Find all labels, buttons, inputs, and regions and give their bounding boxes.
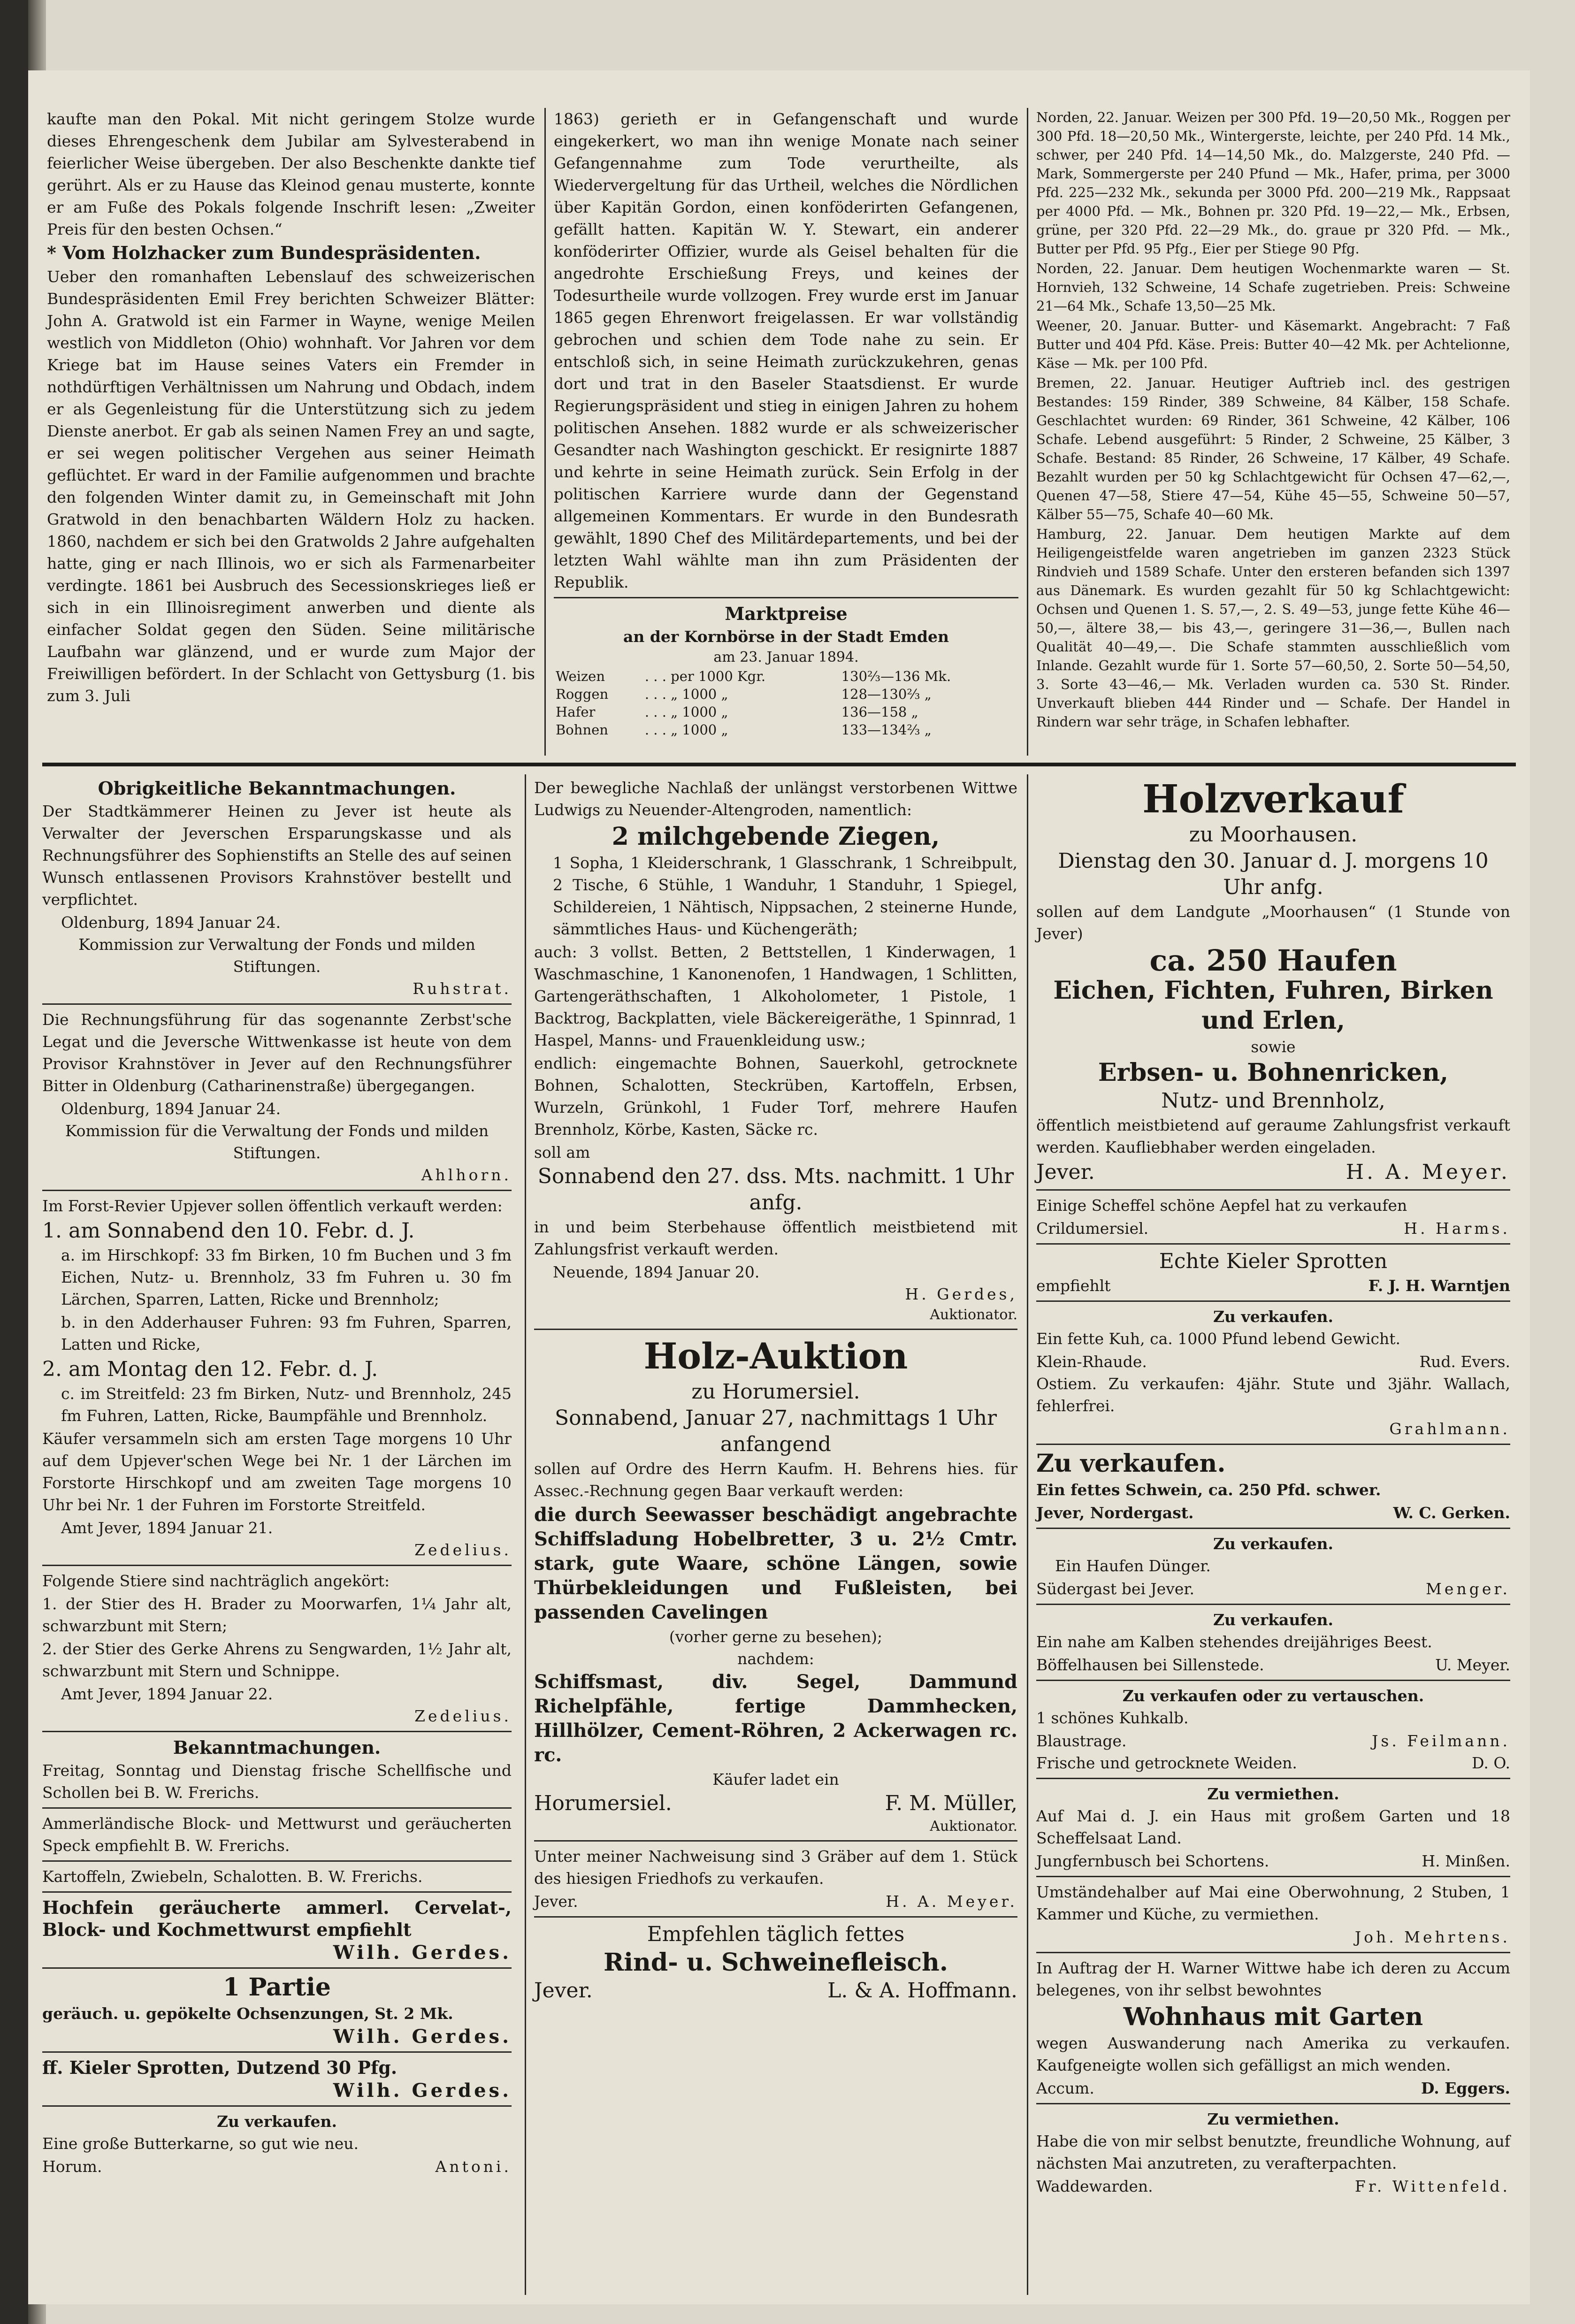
ads-right-column (1036, 777, 1510, 2197)
ad-footer (1036, 1578, 1510, 1600)
ad-text: empfiehlt (1036, 1277, 1111, 1295)
ad-signature: Joh. Mehrtens. (1354, 1928, 1510, 1946)
ad-text: auch: 3 vollst. Betten, 2 Bettstellen, 1 Kinderwagen, 1 Waschmaschine, 1 Kanonenofen, 1 Handwagen, 1 Schlitten, Gartengeräthschaften, 1 Alkoholometer, 1 Pistole, 1 Backtrog, Backplatten, viele Bäckereigeräthe, 1 Spinnrad, 1 Haspel, Manns- und Frauenkleidung usw.; (534, 943, 1017, 1049)
ad-text: Umständehalber auf Mai eine Oberwohnung, 2 Stuben, 1 Kammer und Küche, zu vermiethen. (1036, 1883, 1510, 1923)
newspaper-page (28, 70, 1530, 2304)
column-rule (544, 108, 546, 756)
ad-text: Käufer ladet ein (712, 1770, 839, 1789)
ad-text: Ein nahe am Kalben stehendes dreijähriges Beest. (1036, 1633, 1432, 1651)
ad-place: Horum. (42, 2157, 102, 2176)
table-row: Weizen . . . per 1000 Kgr. 130⅔—136 Mk. (556, 668, 951, 684)
ad-signature: D. Eggers. (1421, 2079, 1510, 2097)
ad-footer (1036, 1730, 1510, 1752)
ad-signature: H. A. Meyer. (1346, 1160, 1510, 1184)
section-heading: Obrigkeitliche Bekanntmachungen. (98, 778, 456, 799)
ad-text: Freitag, Sonntag und Dienstag frische Schellfische und Schollen bei B. W. Frerichs. (42, 1761, 512, 1802)
ad-text: Der bewegliche Nachlaß der unlängst verstorbenen Wittwe Ludwigs zu Neuender-Altengroden, namentlich: (534, 779, 1017, 819)
ad-place: Jever. (534, 1979, 593, 2003)
ad-footer (1036, 1502, 1510, 1524)
ad-headline: Eichen, Fichten, Fuhren, Birken und Erlen, (1053, 976, 1493, 1035)
ad-text: Habe die von mir selbst benutzte, freundliche Wohnung, auf nächsten Mai anzutreten, zu verafterpachten. (1036, 2132, 1510, 2172)
ad-signature: U. Meyer. (1435, 1656, 1510, 1674)
divider (1036, 1300, 1510, 1302)
divider (534, 1916, 1017, 1918)
notice-text: Folgende Stiere sind nachträglich angekört: (42, 1572, 390, 1590)
ad-role: Auktionator. (930, 1818, 1017, 1835)
ad-text: 1 Sopha, 1 Kleiderschrank, 1 Glasschrank, 1 Schreibpult, 2 Tische, 6 Stühle, 1 Wanduhr, 1 Standuhr, 1 Spiegel, Schildereien, 1 Nähtisch, Nippsachen, 2 steinerne Hunde, sämmtliches Haus- und Küchengeräth; (553, 854, 1017, 938)
column-rule (1027, 774, 1028, 2295)
ad-signature: Wilh. Gerdes. (333, 1942, 512, 1964)
divider (42, 1003, 512, 1005)
ad-place: Horumersiel. (534, 1791, 672, 1815)
ad-heading: Zu verkaufen. (216, 2112, 337, 2131)
ad-place: Jever. (1036, 1160, 1095, 1184)
ad-headline: Erbsen- u. Bohnenricken, (1098, 1058, 1449, 1087)
ad-text: Nutz- und Brennholz, (1161, 1089, 1385, 1113)
divider (1036, 1604, 1510, 1605)
ad-signature: Antoni. (435, 2157, 512, 2176)
ad-place: Südergast bei Jever. (1036, 1580, 1195, 1598)
ad-place: Neuende, 1894 Januar 20. (553, 1263, 760, 1281)
ad-text: sowie (1251, 1038, 1296, 1056)
ad-text: 1 schönes Kuhkalb. (1036, 1709, 1189, 1727)
divider (1036, 1189, 1510, 1191)
notice-signature: Zedelius. (414, 1707, 512, 1725)
ad-text: Kartoffeln, Zwiebeln, Schalotten. B. W. Frerichs. (42, 1867, 423, 1886)
ad-note: (vorher gerne zu besehen); (669, 1628, 883, 1646)
ad-text: Ein fettes Schwein, ca. 250 Pfd. schwer. (1036, 1481, 1381, 1499)
top-column-1 (47, 108, 535, 708)
ads-middle-column (534, 777, 1017, 2004)
ad-footer (1036, 1217, 1510, 1239)
ad-signature: Menger. (1426, 1580, 1510, 1598)
ad-footer (534, 1978, 1017, 2004)
ad-text: Ostiem. Zu verkaufen: 4jähr. Stute und 3jähr. Wallach, fehlerfrei. (1036, 1375, 1510, 1415)
ad-footer (1036, 2077, 1510, 2099)
ad-headline: Holzverkauf (1142, 777, 1404, 822)
auction-date: Sonnabend, Januar 27, nachmittags 1 Uhr anfangend (554, 1406, 997, 1456)
divider (1036, 1680, 1510, 1681)
ad-text: geräuch. u. gepökelte Ochsenzungen, St. 2 Mk. (42, 2004, 453, 2023)
ad-text-bold: Schiffsmast, div. Segel, Dammund Richelpfähle, fertige Dammhecken, Hillhölzer, Cement-Röhren, 2 Ackerwagen rc. rc. (534, 1671, 1017, 1766)
ad-note: nachdem: (737, 1650, 814, 1668)
ad-footer (1036, 1275, 1510, 1297)
ad-text: sollen auf Ordre des Herrn Kaufm. H. Behrens hies. für Assec.-Rechnung gegen Baar verkauft werden: (534, 1460, 1017, 1500)
divider (1036, 1876, 1510, 1877)
divider (42, 1565, 512, 1566)
ad-headline: 2 milchgebende Ziegen, (612, 822, 940, 851)
ad-text: ff. Kieler Sprotten, Dutzend 30 Pfg. (42, 2057, 398, 2078)
ad-footer (42, 2156, 512, 2178)
article-text: kaufte man den Pokal. Mit nicht geringem Stolze wurde dieses Ehrengeschenk dem Jubilar am Sylvesterabend in feierlicher Weise übergeben. Der also Beschenkte dankte tief gerührt. Als er zu Hause das Kleinod genau musterte, konnte er am Fuße des Pokals folgende Inschrift lesen: „Zweiter Preis für den besten Ochsen.“ (47, 110, 535, 238)
ad-place: Waddewarden. (1036, 2177, 1153, 2195)
ad-heading: Zu verkaufen. (1213, 1307, 1334, 1326)
auction-date: Dienstag den 30. Januar d. J. morgens 10 Uhr anfg. (1058, 849, 1489, 899)
ad-place: Jever. (534, 1892, 578, 1911)
market-report: Norden, 22. Januar. Weizen per 300 Pfd. 19—20,50 Mk., Roggen per 300 Pfd. 18—20,50 Mk., Wintergerste, leichte, per 240 Pfd. 14 Mk., schwer, per 240 Pfd. 14—14,50 Mk., do. Malzgerste, 240 Pfd. — Mark, Sommergerste per 240 Pfund — Mk., Hafer, prima, per 3000 Pfd. 225—232 Mk., sekunda per 3000 Pfd. 200—219 Mk., Rappsaat per 4000 Pfd. — Mk., Bohnen pr. 320 Pfd. 19—22,— Mk., Erbsen, grüne, per 320 Pfd. 22—29 Mk., do. graue pr 320 Pfd. — Mk., Butter per Pfd. 95 Pfg., Eier per Stiege 90 Pfg. (1036, 109, 1510, 257)
ad-place: zu Moorhausen. (1189, 823, 1358, 847)
ad-place: Accum. (1036, 2079, 1094, 2097)
market-report: Hamburg, 22. Januar. Dem heutigen Markte auf dem Heiligengeistfelde waren angetrieben im ganzen 2323 Stück Rindvieh und 1589 Schafe. Unter den ersteren befanden sich 1397 aus Dänemark. Es wurden gezahlt für 50 kg Schlachtgewicht: Ochsen und Quenen 1. S. 57,—, 2. S. 49—53, junge fette Kühe 46—50,—, ältere 38,— bis 43,—, geringere 31—36,—, Bullen nach Qualität 40—49,—. Die Schafe stammten ausschließlich vom Inlande. Gezahlt wurde für 1. Sorte 57—60,50, 2. Sorte 50—54,50, 3. Sorte 43—46,— Mk. Verladen wurden ca. 530 St. Rinder. Unverkauft blieben 444 Rinder und — Schafe. Der Handel in Rindern war sehr träge, in Schafen lebhafter. (1036, 526, 1510, 730)
ad-heading: Echte Kieler Sprotten (1159, 1249, 1388, 1273)
divider (1036, 1778, 1510, 1779)
ad-signature: Rud. Evers. (1419, 1353, 1510, 1371)
section-heading: Bekanntmachungen. (173, 1737, 381, 1758)
ad-text: Auf Mai d. J. ein Haus mit großem Garten und 18 Scheffelsaat Land. (1036, 1807, 1510, 1847)
ad-footer (1036, 2175, 1510, 2197)
ad-headline: ca. 250 Haufen (1149, 943, 1397, 978)
ad-text: Ein fette Kuh, ca. 1000 Pfund lebend Gewicht. (1036, 1330, 1401, 1348)
divider (1036, 1444, 1510, 1445)
market-report: Bremen, 22. Januar. Heutiger Auftrieb incl. des gestrigen Bestandes: 159 Rinder, 389 Schweine, 84 Kälber, 158 Schafe. Geschlachtet wurden: 69 Rinder, 361 Schweine, 42 Kälber, 106 Schafe. Lebend ausgeführt: 5 Rinder, 2 Schweine, 25 Kälber, 3 Schafe. Bestand: 85 Rinder, 26 Schweine, 17 Kälber, 49 Schafe. Bezahlt wurden per 50 kg Schlachtgewicht für Ochsen 47—62,—, Quenen 47—58, Stiere 47—54, Kühe 45—55, Schweine 50—57, Kälber 55—75, Schafe 40—60 Mk. (1036, 375, 1510, 522)
market-title: Marktpreise (725, 603, 848, 624)
notice-authority: Kommission für die Verwaltung der Fonds und milden Stiftungen. (65, 1122, 489, 1162)
ad-heading: Zu verkaufen oder zu vertauschen. (1122, 1687, 1424, 1705)
ad-signature: L. & A. Hoffmann. (827, 1979, 1017, 2003)
column-rule (525, 774, 526, 2295)
divider (42, 1190, 512, 1191)
ad-footer (1036, 1850, 1510, 1872)
ads-left-column (42, 777, 512, 2178)
ad-signature: Grahlmann. (1389, 1420, 1510, 1438)
ad-footer (534, 1890, 1017, 1912)
notice-date: Oldenburg, 1894 Januar 24. (61, 1100, 281, 1118)
ad-place: Jever, Nordergast. (1036, 1504, 1194, 1522)
section-rule (42, 763, 1516, 766)
ad-footer (534, 1790, 1017, 1817)
divider (1036, 1952, 1510, 1953)
ad-footer (1036, 1752, 1510, 1774)
divider (534, 1329, 1017, 1330)
ad-text: Eine große Butterkarne, so gut wie neu. (42, 2134, 359, 2153)
table-row: Bohnen . . . „ 1000 „ 133—134⅔ „ (556, 722, 932, 738)
notice-text: Die Rechnungsführung für das sogenannte Zerbst'sche Legat und die Jeversche Wittwenkasse ist heute von dem Provisor Krahnstöver in Jever auf den Rechnungsführer Bitter in Oldenburg (Catharinenstraße) übergegangen. (42, 1010, 512, 1095)
ad-text: wegen Auswanderung nach Amerika zu verkaufen. Kaufgeneigte wollen sich gefälligst an mich wenden. (1036, 2034, 1510, 2074)
notice-signature: Ruhstrat. (413, 979, 512, 998)
divider (1036, 1243, 1510, 1245)
ad-headline: Wohnhaus mit Garten (1123, 2003, 1423, 2031)
ad-place: Böffelhausen bei Sillenstede. (1036, 1656, 1264, 1674)
ad-signature: F. M. Müller, (885, 1791, 1017, 1815)
market-report: Norden, 22. Januar. Dem heutigen Wochenmarkte waren — St. Hornvieh, 132 Schweine, 14 Schafe zugetrieben. Preis: Schweine 21—64 Mk., Schafe 13,50—25 Mk. (1036, 260, 1510, 314)
ad-signature: F. J. H. Warntjen (1368, 1277, 1510, 1295)
divider (42, 2105, 512, 2107)
ad-signature: H. Gerdes, (905, 1285, 1017, 1303)
divider (42, 1967, 512, 1969)
ad-text: in und beim Sterbehause öffentlich meistbietend mit Zahlungsfrist verkauft werden. (534, 1218, 1017, 1258)
ad-text: Empfehlen täglich fettes (647, 1922, 905, 1946)
ad-signature: Fr. Wittenfeld. (1354, 2177, 1510, 2195)
ad-signature: Wilh. Gerdes. (333, 2079, 512, 2102)
ad-text: Unter meiner Nachweisung sind 3 Gräber auf dem 1. Stück des hiesigen Friedhofs zu verkaufen. (534, 1847, 1017, 1888)
notice-text: 1. der Stier des H. Brader zu Moorwarfen, 1¼ Jahr alt, schwarzbunt mit Stern; (42, 1595, 512, 1635)
divider (1036, 1528, 1510, 1529)
notice-text: Käufer versammeln sich am ersten Tage morgens 10 Uhr auf dem Upjever'schen Wege bei Nr. 1 der Lärchen im Forstorte Hirschkopf und am zweiten Tage morgens 10 Uhr bei Nr. 1 der Fuhren im Forstorte Streitfeld. (42, 1430, 512, 1514)
ad-text-bold: die durch Seewasser beschädigt angebrachte Schiffsladung Hobelbretter, 3 u. 2½ Cmtr. stark, gute Waare, schöne Längen, sowie Thürbekleidungen und Fußleisten, bei passenden Cavelingen (534, 1504, 1017, 1623)
divider (42, 1860, 512, 1862)
notice-text: Im Forst-Revier Upjever sollen öffentlich verkauft werden: (42, 1197, 503, 1215)
divider (1036, 2103, 1510, 2104)
ad-place: Crildumersiel. (1036, 1219, 1149, 1238)
market-subtitle: an der Kornbörse in der Stadt Emden (623, 627, 949, 646)
sale-date: 2. am Montag den 12. Febr. d. J. (42, 1357, 378, 1381)
article-text: 1863) gerieth er in Gefangenschaft und wurde eingekerkert, wo man ihn wenige Monate nach seiner Gefangennahme zum Tode verurtheilte, als Wiedervergeltung für das Urtheil, welches die Nördlichen über Kapitän Gordon, einen konföderirten Gefangenen, gefällt hatten. Kapitän W. Y. Stewart, ein anderer konföderirter Offizier, wurde als Geisel behalten für die angedrohte Erschießung Freys, und keines der Todesurtheile wurde vollzogen. Frey wurde erst im Januar 1865 gegen Ehrenwort freigelassen. Er war vollständig gebrochen und schien dem Tode nahe zu sein. Er entschloß sich, in seine Heimath zurückzukehren, genas dort und trat in den Baseler Staatsdienst. Er wurde Regierungspräsident und stieg in einigen Jahren zu hohem politischen Ansehen. 1882 wurde er als schweizerischer Gesandter nach Washington geschickt. Er resignirte 1887 und kehrte in seine Heimath zurück. Sein Erfolg in der politischen Karriere wurde dann der Gegenstand allgemeinen Kommentars. Er wurde in den Bundesrath gewählt, 1890 Chef des Militärdepartements, und bei der letzten Wahl wählte man ihn zum Präsidenten der Republik. (554, 110, 1018, 591)
ad-headline: Holz-Auktion (643, 1335, 908, 1377)
notice-date: Amt Jever, 1894 Januar 21. (61, 1519, 273, 1537)
top-column-3 (1036, 108, 1510, 732)
ad-text: Ein Haufen Dünger. (1055, 1557, 1211, 1575)
ad-headline: Rind- u. Schweinefleisch. (604, 1948, 948, 1977)
notice-text: a. im Hirschkopf: 33 fm Birken, 10 fm Buchen und 3 fm Eichen, Nutz- u. Brennholz, 33 fm Fuhren u. 30 fm Lärchen, Sparren, Latten, Ricke und Brennholz; (61, 1246, 512, 1308)
divider (42, 1807, 512, 1809)
ad-text: Hochfein geräucherte ammerl. Cervelat-, Block- und Kochmettwurst empfiehlt (42, 1897, 512, 1940)
ad-role: Auktionator. (930, 1307, 1017, 1323)
ad-text: Frische und getrocknete Weiden. (1036, 1754, 1297, 1772)
ad-heading: Zu verkaufen. (1213, 1535, 1334, 1553)
ad-text: sollen auf dem Landgute „Moorhausen“ (1 Stunde von Jever) (1036, 902, 1510, 943)
ad-signature: W. C. Gerken. (1393, 1504, 1510, 1522)
ad-signature: Js. Feilmann. (1372, 1732, 1510, 1750)
ad-heading: Zu vermiethen. (1207, 2110, 1339, 2128)
article-text: Ueber den romanhaften Lebenslauf des schweizerischen Bundespräsidenten Emil Frey berichten Schweizer Blätter: John A. Gratwold ist ein Farmer in Wayne, wenige Meilen westlich von Middleton (Ohio) wohnhaft. Vor Jahren vor dem Kriege bat im Hause seines Vaters ein Fremder in nothdürftigen Verhältnissen um Nahrung und Obdach, indem er als Gegenleistung für die Unterstützung sich zu jedem Dienste anerbot. Er gab als seinen Namen Frey an und sagte, er sei wegen politischer Vergehen aus seiner Heimath geflüchtet. Er ward in der Familie aufgenommen und brachte den folgenden Winter damit zu, in Gemeinschaft mit John Gratwold in den benachbarten Wäldern Holz zu hacken. 1860, nachdem er sich bei den Gratwolds 2 Jahre aufgehalten hatte, ging er nach Illinois, wo er sich als Farmenarbeiter verdingte. 1861 bei Ausbruch des Secessionskrieges ließ er sich in ein Illinoisregiment anwerben und diente als einfacher Soldat gegen den Süden. Seine militärische Laufbahn war glänzend, und er wurde zum Major der Freiwilligen befördert. In der Schlacht von Gettysburg (1. bis zum 3. Juli (47, 268, 535, 705)
divider (534, 1840, 1017, 1842)
ad-text: Einige Scheffel schöne Aepfel hat zu verkaufen (1036, 1196, 1407, 1215)
notice-authority: Kommission zur Verwaltung der Fonds und milden Stiftungen. (78, 935, 475, 976)
notice-signature: Ahlhorn. (421, 1166, 512, 1184)
ad-text: soll am (534, 1143, 590, 1162)
column-rule (1027, 108, 1028, 756)
ad-heading: Zu verkaufen. (1213, 1611, 1334, 1629)
ad-signature: H. Minßen. (1422, 1852, 1510, 1870)
divider (42, 1891, 512, 1893)
market-date: am 23. Januar 1894. (713, 649, 859, 665)
ad-headline: 1 Partie (223, 1973, 331, 2002)
book-gutter (0, 0, 28, 2324)
ad-heading: Zu vermiethen. (1207, 1785, 1339, 1803)
ad-footer (1036, 1159, 1510, 1185)
auction-date: Sonnabend den 27. dss. Mts. nachmitt. 1 Uhr anfg. (537, 1164, 1014, 1215)
ad-heading: Zu verkaufen. (1036, 1449, 1226, 1478)
top-column-2 (554, 108, 1018, 739)
divider (554, 597, 1018, 598)
divider (42, 1731, 512, 1732)
notice-date: Amt Jever, 1894 Januar 22. (61, 1685, 273, 1703)
ad-place: Jungfernbusch bei Schortens. (1036, 1852, 1269, 1870)
notice-text: b. in den Adderhauser Fuhren: 93 fm Fuhren, Sparren, Latten und Ricke, (61, 1313, 512, 1353)
notice-text: Der Stadtkämmerer Heinen zu Jever ist heute als Verwalter der Jeverschen Ersparungskasse und als Rechnungsführer des Sophienstifts an Stelle des auf seinen Wunsch entlassenen Provisors Krahnstöver bestellt und verpflichtet. (42, 802, 512, 909)
table-row: Roggen . . . „ 1000 „ 128—130⅔ „ (556, 686, 932, 702)
ad-footer (1036, 1654, 1510, 1676)
article-heading: * Vom Holzhacker zum Bundespräsidenten. (47, 242, 481, 263)
ad-text: Ammerländische Block- und Mettwurst und geräucherten Speck empfiehlt B. W. Frerichs. (42, 1814, 512, 1855)
ad-place: Blaustrage. (1036, 1732, 1127, 1750)
divider (42, 2051, 512, 2053)
notice-signature: Zedelius. (414, 1541, 512, 1559)
market-price-table (554, 667, 1018, 739)
ad-text: In Auftrag der H. Warner Wittwe habe ich deren zu Accum belegenes, von ihr selbst bewohntes (1036, 1959, 1510, 1999)
market-report: Weener, 20. Januar. Butter- und Käsemarkt. Angebracht: 7 Faß Butter und 404 Pfd. Käse. Preis: Butter 40—42 Mk. per Achtelionne, Käse — Mk. per 100 Pfd. (1036, 318, 1510, 371)
ad-footer (1036, 1351, 1510, 1373)
table-row: Hafer . . . „ 1000 „ 136—158 „ (556, 704, 918, 720)
ad-place: zu Horumersiel. (691, 1380, 860, 1404)
ad-signature: H. A. Meyer. (886, 1892, 1017, 1911)
notice-date: Oldenburg, 1894 Januar 24. (61, 913, 281, 932)
ad-place: Klein-Rhaude. (1036, 1353, 1147, 1371)
ad-text: öffentlich meistbietend auf geraume Zahlungsfrist verkauft werden. Kaufliebhaber werden eingeladen. (1036, 1116, 1510, 1156)
ad-signature: D. O. (1472, 1754, 1510, 1772)
sale-date: 1. am Sonnabend den 10. Febr. d. J. (42, 1219, 415, 1243)
notice-text: 2. der Stier des Gerke Ahrens zu Sengwarden, 1½ Jahr alt, schwarzbunt mit Stern und Schnippe. (42, 1640, 512, 1680)
ad-signature: Wilh. Gerdes. (333, 2026, 512, 2048)
ad-text: endlich: eingemachte Bohnen, Sauerkohl, getrocknete Bohnen, Schalotten, Steckrüben, Kartoffeln, Erbsen, Wurzeln, Grünkohl, 1 Fuder Torf, mehrere Haufen Brennholz, Körbe, Kasten, Säcke rc. (534, 1054, 1017, 1139)
notice-text: c. im Streitfeld: 23 fm Birken, Nutz- und Brennholz, 245 fm Fuhren, Latten, Ricke, Baumpfähle und Brennholz. (61, 1384, 512, 1425)
ad-signature: H. Harms. (1404, 1219, 1510, 1238)
